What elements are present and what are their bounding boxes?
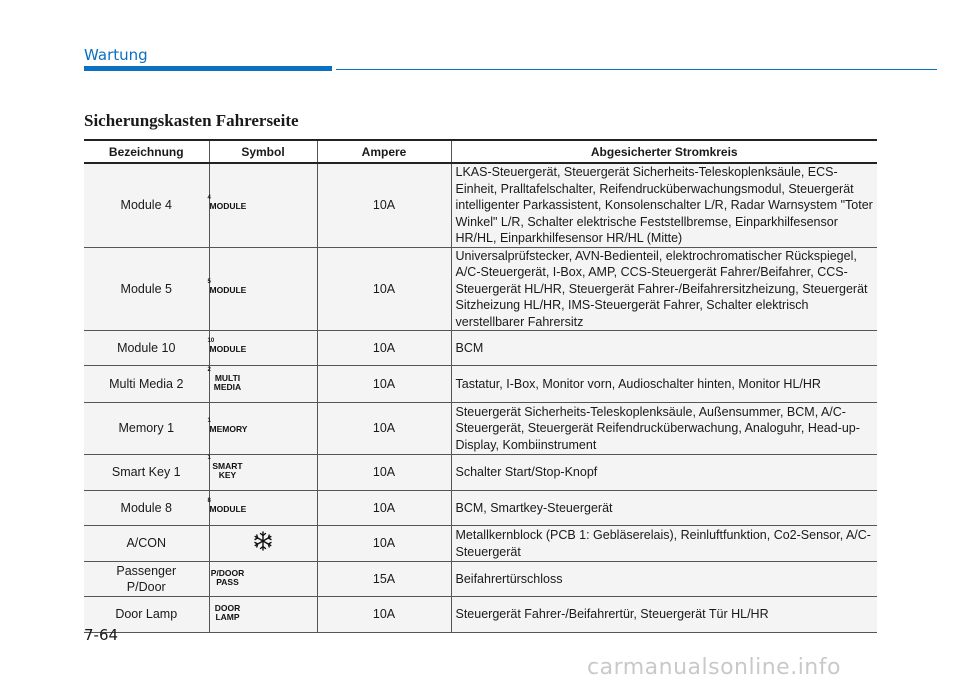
section-label: Wartung xyxy=(84,46,148,64)
fuse-symbol-label xyxy=(207,418,248,435)
fuse-circuit: Steuergerät Fahrer-/Beifahrertür, Steuergerät Tür HL/HR xyxy=(451,597,877,633)
fuse-symbol-text: MODULE xyxy=(209,503,247,514)
fuse-symbol xyxy=(209,562,317,597)
fuse-symbol-number: 5 xyxy=(207,278,211,285)
fuse-name: Module 8 xyxy=(84,491,209,526)
table-row xyxy=(84,247,877,331)
watermark: carmanualsonline.info xyxy=(587,655,841,680)
fuse-circuit: Metallkernblock (PCB 1: Gebläserelais), Reinluftfunktion, Co2-Sensor, A/C-Steuergerät xyxy=(451,526,877,562)
fuse-symbol-number: 8 xyxy=(207,497,211,504)
fuse-circuit: BCM xyxy=(451,331,877,366)
fuse-symbol-label xyxy=(210,569,246,587)
fuse-name: Door Lamp xyxy=(84,597,209,633)
fuse-symbol-text: SMART KEY xyxy=(212,461,243,481)
table-row xyxy=(84,491,877,526)
fuse-symbol xyxy=(209,331,317,366)
header-rule-thin xyxy=(336,69,937,70)
fuse-symbol-label xyxy=(207,366,246,392)
fuse-symbol-text: DOOR LAMP xyxy=(214,603,241,623)
fuse-ampere: 10A xyxy=(317,526,451,562)
fuse-symbol-text: P/DOOR PASS xyxy=(210,567,245,587)
fuse-ampere: 15A xyxy=(317,562,451,597)
fuse-circuit: Tastatur, I-Box, Monitor vorn, Audioschalter hinten, Monitor HL/HR xyxy=(451,366,877,403)
fuse-symbol xyxy=(209,597,317,633)
fuse-ampere: 10A xyxy=(317,247,451,331)
table-row xyxy=(84,163,877,247)
table-row xyxy=(84,562,877,597)
table-row xyxy=(84,403,877,455)
fuse-circuit: LKAS-Steuergerät, Steuergerät Sicherheits-Teleskoplenksäule, ECS-Einheit, Pralltafelschalter, Reifendrucküberwachungsmodul, Steuergerät intelligenter Parkassistent, Konsolenschalter L/R, Radar Warnsystem "Toter Winkel" L/R, Schalter elektrische Feststellbremse, Einparkhilfesensor HR/HL, Einparkhilfesensor HR/HL (Mitte) xyxy=(451,163,877,247)
fuse-symbol-number: 2 xyxy=(207,366,211,373)
fuse-circuit: Beifahrertürschloss xyxy=(451,562,877,597)
page-number: 7-64 xyxy=(84,626,119,644)
fuse-name: Module 4 xyxy=(84,163,209,247)
fuse-symbol xyxy=(209,526,317,562)
fuse-symbol-label xyxy=(207,455,246,481)
column-header-circuit: Abgesicherter Stromkreis xyxy=(451,140,877,163)
fuse-ampere: 10A xyxy=(317,403,451,455)
table-row xyxy=(84,526,877,562)
fuse-name: Memory 1 xyxy=(84,403,209,455)
fuse-symbol xyxy=(209,247,317,331)
fuse-symbol-label xyxy=(207,337,247,354)
page-title: Sicherungskasten Fahrerseite xyxy=(84,111,299,130)
fuse-name: Module 10 xyxy=(84,331,209,366)
fuse-circuit: Schalter Start/Stop-Knopf xyxy=(451,455,877,491)
fuse-symbol-label xyxy=(207,497,247,514)
fuse-symbol-number: 1 xyxy=(207,455,211,462)
table-row xyxy=(84,597,877,633)
table-row xyxy=(84,331,877,366)
table-header-row xyxy=(84,140,877,163)
fuse-symbol-number: 4 xyxy=(207,195,211,201)
fuse-ampere: 10A xyxy=(317,491,451,526)
header-rule-thick xyxy=(84,66,332,71)
fuse-symbol-text: MODULE xyxy=(209,201,247,211)
fuse-ampere: 10A xyxy=(317,331,451,366)
fuse-name: Module 5 xyxy=(84,247,209,331)
fuse-circuit: Steuergerät Sicherheits-Teleskoplenksäule, Außensummer, BCM, A/C-Steuergerät, Steuergerät Reifendrucküberwachung, Analoguhr, Head-up-Display, Kombiinstrument xyxy=(451,403,877,455)
snowflake-icon xyxy=(252,530,274,557)
column-header-name: Bezeichnung xyxy=(84,140,209,163)
fuse-symbol xyxy=(209,163,317,247)
fuse-ampere: 10A xyxy=(317,455,451,491)
fuse-symbol-number: 10 xyxy=(207,337,215,344)
fuse-symbol xyxy=(209,491,317,526)
fuse-ampere: 10A xyxy=(317,597,451,633)
fuse-symbol-label xyxy=(207,278,247,295)
fuse-symbol-number: 1 xyxy=(207,418,211,425)
fuse-symbol-label xyxy=(207,195,247,211)
column-header-ampere: Ampere xyxy=(317,140,451,163)
fuse-name: A/CON xyxy=(84,526,209,562)
fuse-name: Smart Key 1 xyxy=(84,455,209,491)
fuse-name: Multi Media 2 xyxy=(84,366,209,403)
fuse-symbol-label xyxy=(210,604,246,622)
fuse-ampere: 10A xyxy=(317,163,451,247)
fuse-table xyxy=(84,139,877,633)
fuse-symbol-text: MODULE xyxy=(209,284,247,295)
fuse-circuit: Universalprüfstecker, AVN-Bedienteil, elektrochromatischer Rückspiegel, A/C-Steuergerät, I-Box, AMP, CCS-Steuergerät Fahrer/Beifahrer, CCS-Steuergerät HL/HR, Steuergerät Fahrer-/Beifahrersitzheizung, Steuergerät Sitzheizung HL/HR, IMS-Steuergerät Fahrer, Schalter elektrisch verstellbarer Fahrersitz xyxy=(451,247,877,331)
fuse-symbol-text: MEMORY xyxy=(209,424,248,435)
fuse-symbol xyxy=(209,455,317,491)
fuse-circuit: BCM, Smartkey-Steuergerät xyxy=(451,491,877,526)
fuse-symbol-text: MULTI MEDIA xyxy=(213,372,242,392)
fuse-symbol xyxy=(209,403,317,455)
fuse-symbol-text: MODULE xyxy=(209,343,247,354)
fuse-ampere: 10A xyxy=(317,366,451,403)
table-row xyxy=(84,366,877,403)
column-header-symbol: Symbol xyxy=(209,140,317,163)
fuse-name: Passenger P/Door xyxy=(84,562,209,597)
fuse-symbol xyxy=(209,366,317,403)
table-row xyxy=(84,455,877,491)
